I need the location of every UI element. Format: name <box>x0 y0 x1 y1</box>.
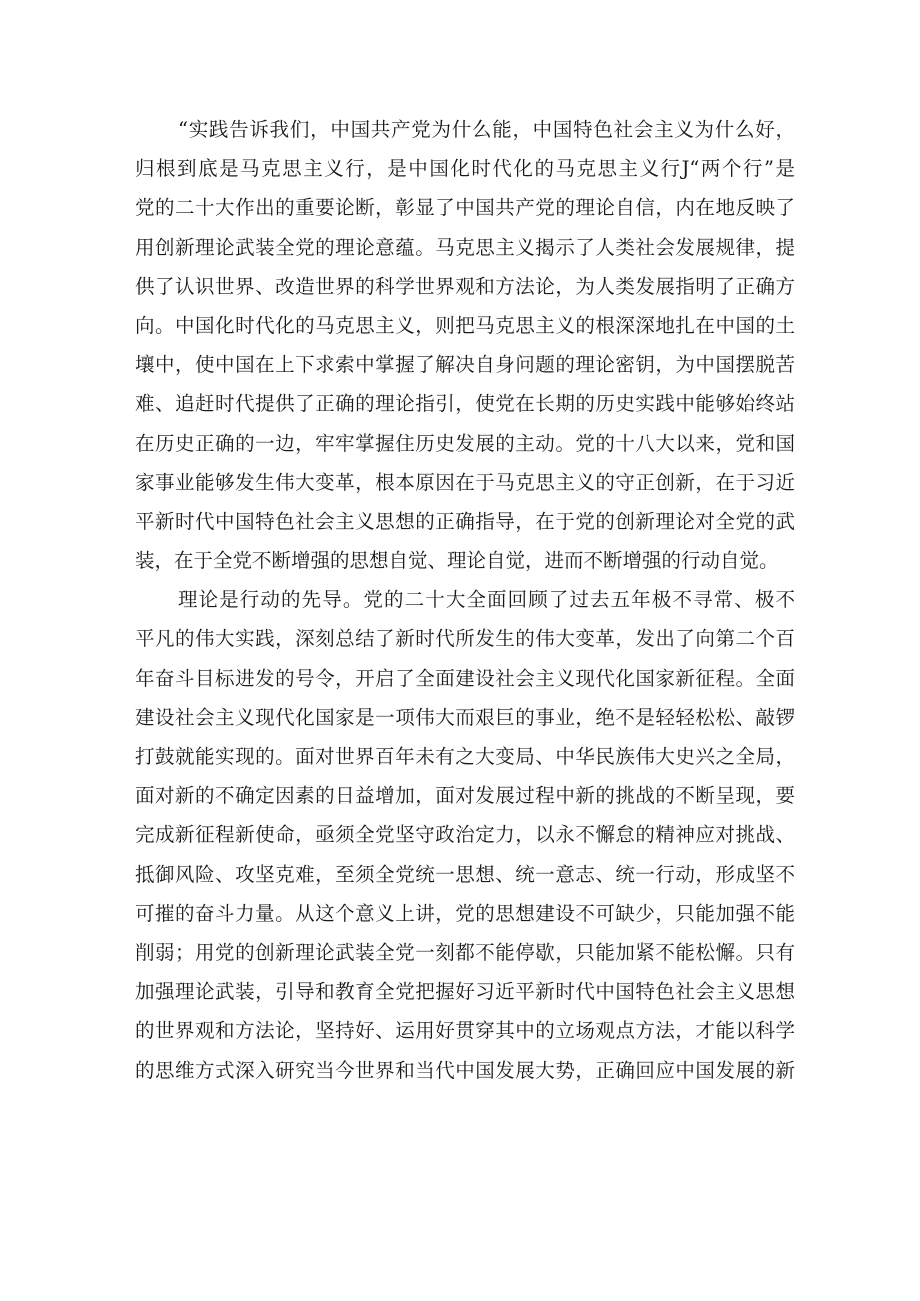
paragraph-1-line-11: 平新时代中国特色社会主义思想的正确指导，在于党的创新理论对全党的武 <box>135 509 795 533</box>
paragraph-1-line-10: 家事业能够发生伟大变革，根本原因在于马克思主义的守正创新，在于习近 <box>135 470 795 494</box>
paragraph-2-line-5: 打鼓就能实现的。面对世界百年未有之大变局、中华民族伟大史兴之全局， <box>135 745 795 768</box>
paragraph-2-line-3: 年奋斗目标进发的号令，开启了全面建设社会主义现代化国家新征程。全面 <box>135 666 795 690</box>
paragraph-2-line-8: 抵御风险、攻坚克难，至须全党统一思想、统一意志、统一行动，形成坚不 <box>135 862 795 886</box>
paragraph-1-line-6: 向。中国化时代化的马克思主义，则把马克思主义的根深深地扎在中国的土 <box>135 313 795 337</box>
paragraph-1-line-3: 党的二十大作出的重要论断，彰显了中国共产党的理论自信，内在地反映了 <box>135 196 795 220</box>
body-text <box>135 110 795 1090</box>
paragraph-1-line-4: 用创新理论武装全党的理论意蕴。马克思主义揭示了人类社会发展规律，提 <box>135 235 795 259</box>
paragraph-1-line-9: 在历史正确的一边，牢牢掌握住历史发展的主动。党的十八大以来，党和国 <box>135 431 795 455</box>
paragraph-1-line-8: 难、追赶时代提供了正确的理论指引，使党在长期的历史实践中能够始终站 <box>135 392 795 416</box>
paragraph-2-line-6: 面对新的不确定因素的日益增加，面对发展过程中新的挑战的不断呈现，要 <box>135 784 795 808</box>
paragraph-1-line-1: “实践告诉我们，中国共产党为什么能，中国特色社会主义为什么好， <box>178 118 795 141</box>
paragraph-1-line-7: 壤中，使中国在上下求索中掌握了解决自身问题的理论密钥，为中国摆脱苦 <box>135 353 795 377</box>
paragraph-2-line-7: 完成新征程新使命，亟须全党坚守政治定力，以永不懈怠的精神应对挑战、 <box>135 823 795 847</box>
paragraph-2-line-9: 可摧的奋斗力量。从这个意义上讲，党的思想建设不可缺少，只能加强不能 <box>135 901 795 925</box>
paragraph-2-line-11: 加强理论武装，引导和教育全党把握好习近平新时代中国特色社会主义思想 <box>135 980 795 1004</box>
paragraph-2-line-12: 的世界观和方法论，坚持好、运用好贯穿其中的立场观点方法，才能以科学 <box>135 1019 795 1043</box>
paragraph-2-line-1: 理论是行动的先导。党的二十大全面回顾了过去五年极不寻常、极不 <box>178 588 795 612</box>
paragraph-2-line-2: 平凡的伟大实践，深刻总结了新时代所发生的伟大变革，发出了向第二个百 <box>135 627 795 651</box>
paragraph-1-line-12: 装，在于全党不断增强的思想自觉、理论自觉，进而不断增强的行动自觉。 <box>135 549 779 573</box>
paragraph-1-line-5: 供了认识世界、改造世界的科学世界观和方法论，为人类发展指明了正确方 <box>135 274 795 298</box>
paragraph-2-line-13: 的思维方式深入研究当今世界和当代中国发展大势，正确回应中国发展的新 <box>135 1058 795 1082</box>
paragraph-2-line-10: 削弱；用党的创新理论武装全党一刻都不能停歇，只能加紧不能松懈。只有 <box>135 940 795 964</box>
paragraph-2-line-4: 建设社会主义现代化国家是一项伟大而艰巨的事业，绝不是轻轻松松、敲锣 <box>135 705 795 729</box>
paragraph-1-line-2: 归根到底是马克思主义行，是中国化时代化的马克思主义行J“两个行”是 <box>135 157 795 181</box>
